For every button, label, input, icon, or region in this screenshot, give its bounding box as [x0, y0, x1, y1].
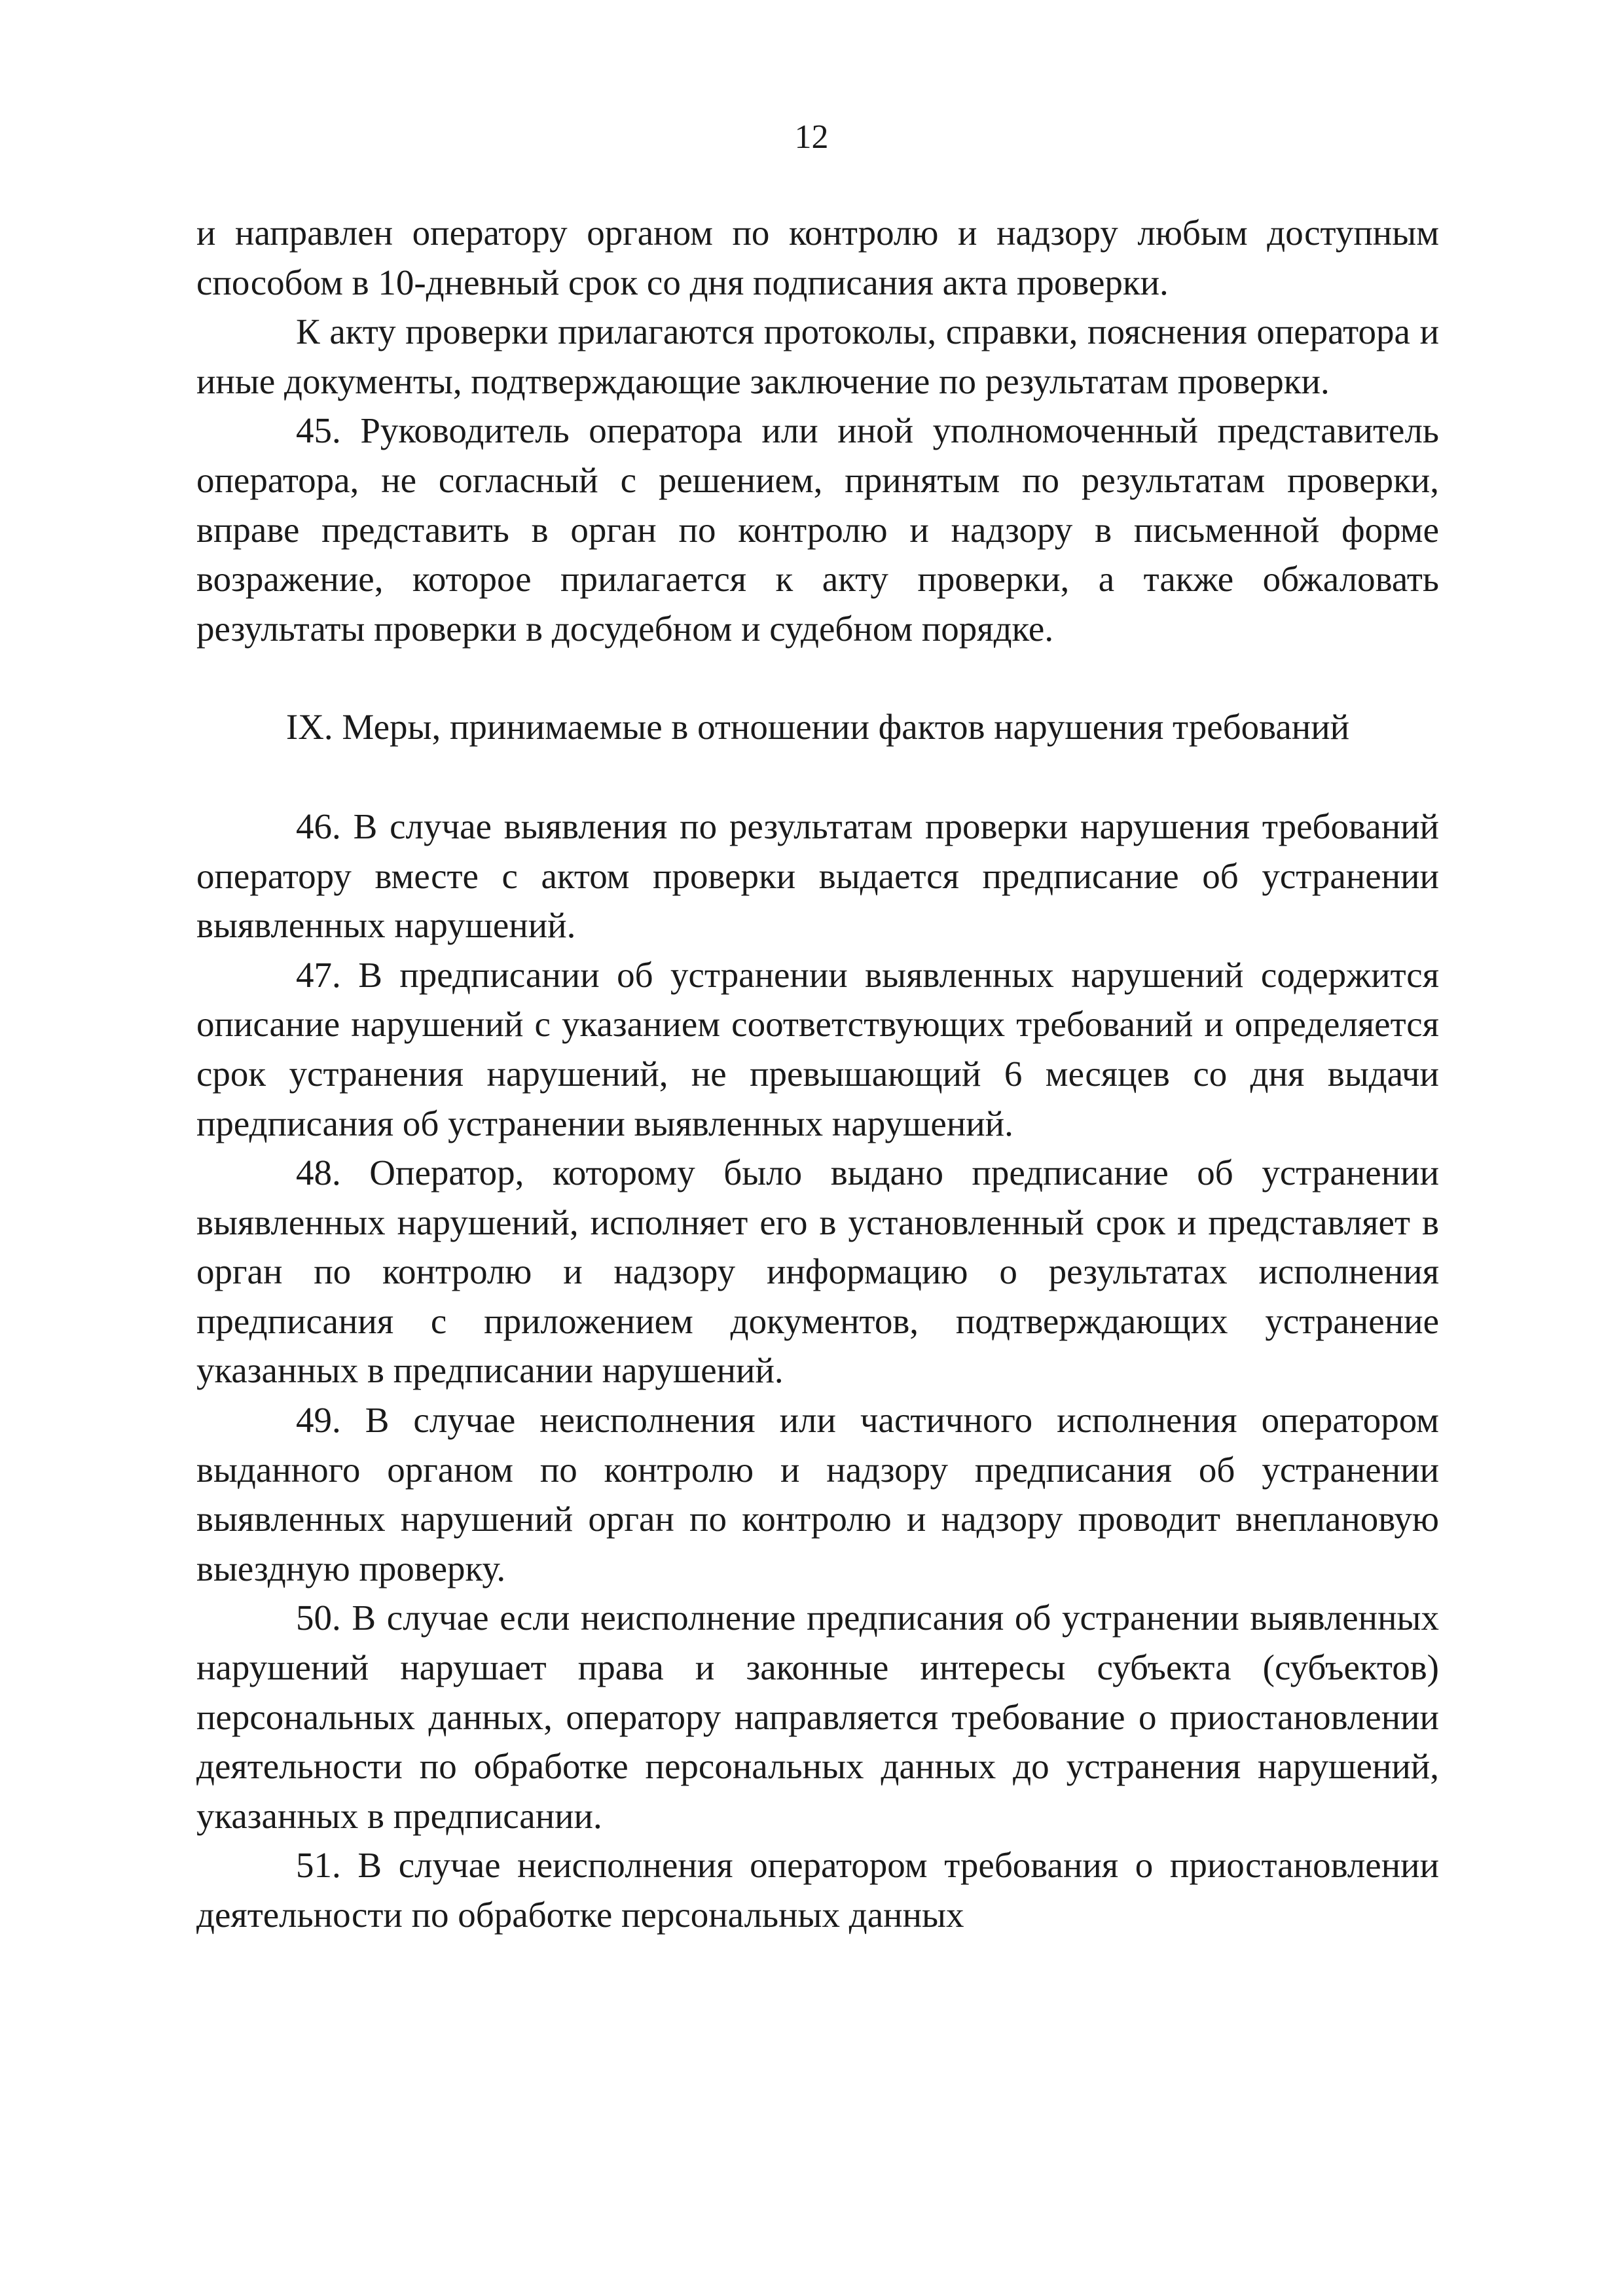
paragraph-item-49: 49. В случае неисполнения или частичного исполнения оператором выданного органом по контролю и надзору предписания об устранении выявленных нарушений орган по контролю и надзору проводит внеплановую выездную проверку. — [196, 1400, 1439, 1588]
paragraph: К акту проверки прилагаются протоколы, справки, пояснения оператора и иные документы, подтверждающие заключение по результатам проверки. — [196, 312, 1439, 401]
section-heading: IX. Меры, принимаемые в отношении фактов нарушения требований — [285, 707, 1350, 747]
paragraph-item-47: 47. В предписании об устранении выявленных нарушений содержится описание нарушений с указанием соответствующих требований и определяется срок устранения нарушений, не превышающий 6 месяцев со дня выдачи предписания об устранении выявленных нарушений. — [196, 954, 1439, 1143]
paragraph: и направлен оператору органом по контролю и надзору любым доступным способом в 10-дневный срок со дня подписания акта проверки. — [196, 213, 1439, 302]
paragraph-item-51: 51. В случае неисполнения оператором требования о приостановлении деятельности по обработке персональных данных — [196, 1845, 1439, 1935]
page-number: 12 — [794, 118, 829, 156]
paragraph-item-45: 45. Руководитель оператора или иной уполномоченный представитель оператора, не согласный с решением, принятым по результатам проверки, вправе представить в орган по контролю и надзору в письменной форме возражение, которое прилагается к акту проверки, а также обжаловать результаты проверки в досудебном и судебном порядке. — [196, 410, 1439, 649]
paragraph-item-46: 46. В случае выявления по результатам проверки нарушения требований оператору вместе с актом проверки выдается предписание об устранении выявленных нарушений. — [196, 806, 1439, 946]
paragraph-item-50: 50. В случае если неисполнение предписания об устранении выявленных нарушений нарушает права и законные интересы субъекта (субъектов) персональных данных, оператору направляется требование о приостановлении деятельности по обработке персональных данных до устранения нарушений, указанных в предписании. — [196, 1598, 1439, 1836]
document-body — [196, 208, 1439, 1940]
paragraph-item-48: 48. Оператор, которому было выдано предписание об устранении выявленных нарушений, исполняет его в установленный срок и представляет в орган по контролю и надзору информацию о результатах исполнения предписания с приложением документов, подтверждающих устранение указанных в предписании нарушений. — [196, 1153, 1439, 1391]
